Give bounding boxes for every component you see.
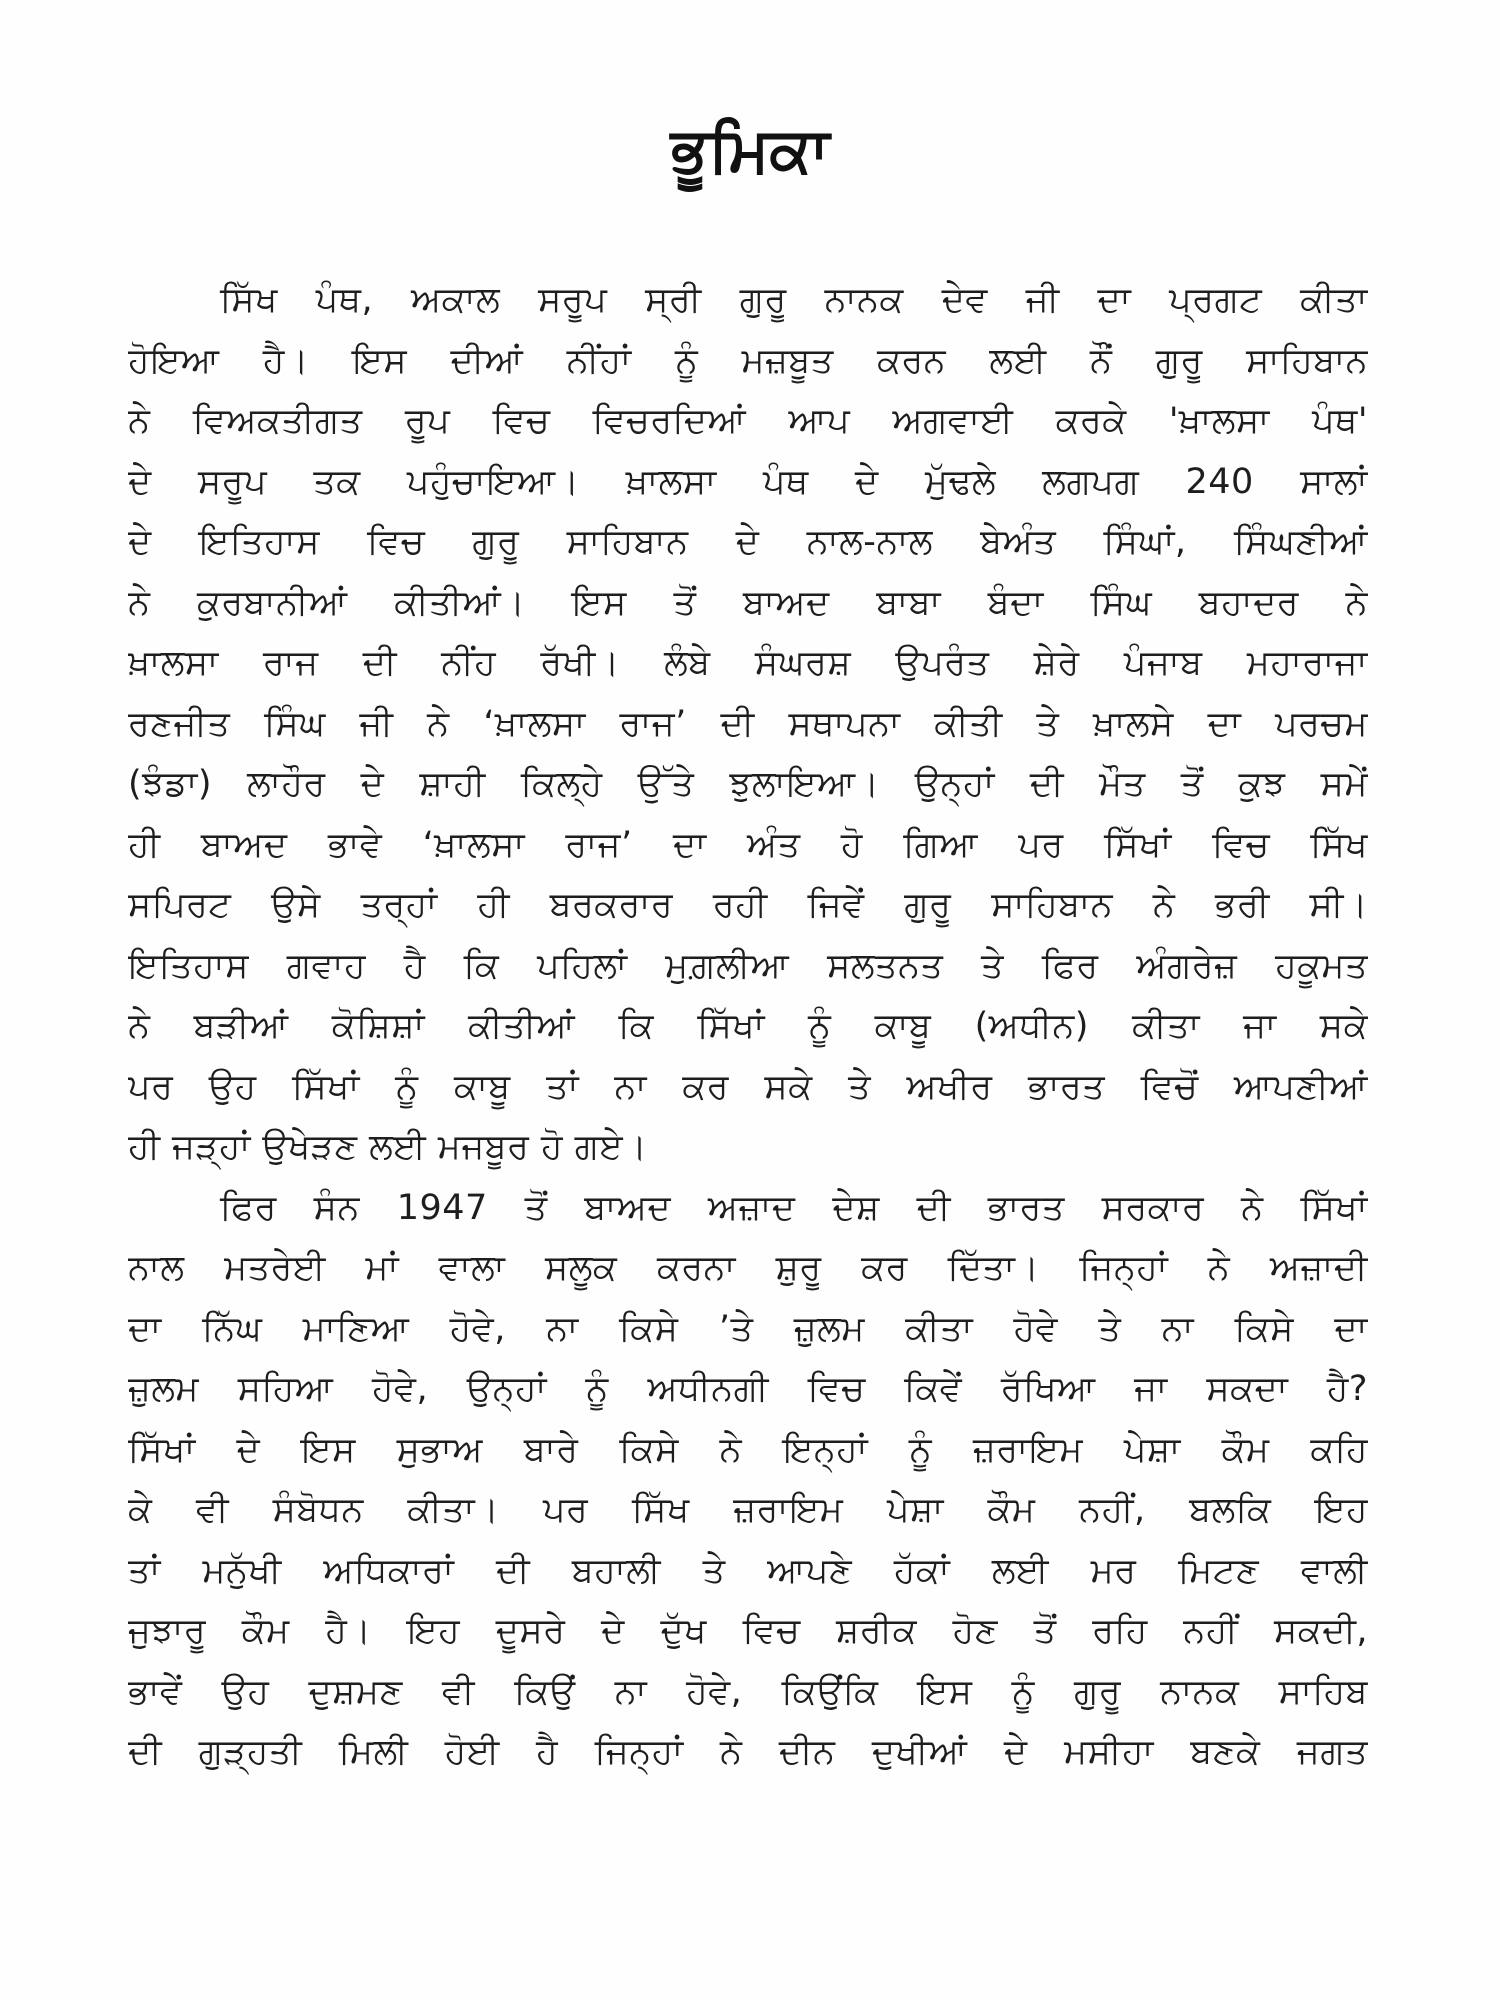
text-line: ਦੇ ਇਤਿਹਾਸ ਵਿਚ ਗੁਰੂ ਸਾਹਿਬਾਨ ਦੇ ਨਾਲ-ਨਾਲ ਬੇਅੰਤ ਸਿੰਘਾਂ, ਸਿੰਘਣੀਆਂ bbox=[128, 522, 1368, 562]
text-line: ਸਿੱਖ ਪੰਥ, ਅਕਾਲ ਸਰੂਪ ਸ੍ਰੀ ਗੁਰੂ ਨਾਨਕ ਦੇਵ ਜੀ ਦਾ ਪ੍ਰਗਟ ਕੀਤਾ bbox=[220, 280, 1368, 320]
text-line: ਦਾ ਨਿੱਘ ਮਾਣਿਆ ਹੋਵੇ, ਨਾ ਕਿਸੇ ’ਤੇ ਜ਼ੁਲਮ ਕੀਤਾ ਹੋਵੇ ਤੇ ਨਾ ਕਿਸੇ ਦਾ bbox=[128, 1308, 1368, 1349]
page-title: ਭੂਮਿਕਾ bbox=[670, 113, 830, 186]
text-line: ਤਾਂ ਮਨੁੱਖੀ ਅਧਿਕਾਰਾਂ ਦੀ ਬਹਾਲੀ ਤੇ ਆਪਣੇ ਹੱਕਾਂ ਲਈ ਮਰ ਮਿਟਣ ਵਾਲੀ bbox=[128, 1550, 1368, 1591]
text-line: ਇਤਿਹਾਸ ਗਵਾਹ ਹੈ ਕਿ ਪਹਿਲਾਂ ਮੁਗ਼ਲੀਆ ਸਲਤਨਤ ਤੇ ਫਿਰ ਅੰਗਰੇਜ਼ ਹਕੂਮਤ bbox=[128, 945, 1368, 986]
text-line: ਨੇ ਕੁਰਬਾਨੀਆਂ ਕੀਤੀਆਂ। ਇਸ ਤੋਂ ਬਾਅਦ ਬਾਬਾ ਬੰਦਾ ਸਿੰਘ ਬਹਾਦਰ ਨੇ bbox=[128, 582, 1368, 623]
text-line: ਹੋਇਆ ਹੈ। ਇਸ ਦੀਆਂ ਨੀਂਹਾਂ ਨੂੰ ਮਜ਼ਬੂਤ ਕਰਨ ਲਈ ਨੌਂ ਗੁਰੂ ਸਾਹਿਬਾਨ bbox=[128, 340, 1368, 381]
text-line: ਨੇ ਵਿਅਕਤੀਗਤ ਰੂਪ ਵਿਚ ਵਿਚਰਦਿਆਂ ਆਪ ਅਗਵਾਈ ਕਰਕੇ 'ਖ਼ਾਲਸਾ ਪੰਥ' bbox=[128, 401, 1368, 441]
text-line: ਨੇ ਬੜੀਆਂ ਕੋਸ਼ਿਸ਼ਾਂ ਕੀਤੀਆਂ ਕਿ ਸਿੱਖਾਂ ਨੂੰ ਕਾਬੂ (ਅਧੀਨ) ਕੀਤਾ ਜਾ ਸਕੇ bbox=[128, 1006, 1368, 1046]
text-line: ਜ਼ੁਲਮ ਸਹਿਆ ਹੋਵੇ, ਉਨ੍ਹਾਂ ਨੂੰ ਅਧੀਨਗੀ ਵਿਚ ਕਿਵੇਂ ਰੱਖਿਆ ਜਾ ਸਕਦਾ ਹੈ? bbox=[128, 1369, 1368, 1409]
text-line: ਪਰ ਉਹ ਸਿੱਖਾਂ ਨੂੰ ਕਾਬੂ ਤਾਂ ਨਾ ਕਰ ਸਕੇ ਤੇ ਅਖੀਰ ਭਾਰਤ ਵਿਚੋਂ ਆਪਣੀਆਂ bbox=[128, 1066, 1368, 1107]
text-line: ਦੀ ਗੁੜ੍ਹਤੀ ਮਿਲੀ ਹੋਈ ਹੈ ਜਿਨ੍ਹਾਂ ਨੇ ਦੀਨ ਦੁਖੀਆਂ ਦੇ ਮਸੀਹਾ ਬਣਕੇ ਜਗਤ bbox=[128, 1732, 1368, 1772]
text-line: ਜੁਝਾਰੂ ਕੌਮ ਹੈ। ਇਹ ਦੂਸਰੇ ਦੇ ਦੁੱਖ ਵਿਚ ਸ਼ਰੀਕ ਹੋਣ ਤੋਂ ਰਹਿ ਨਹੀਂ ਸਕਦੀ, bbox=[128, 1611, 1368, 1651]
text-line: ਰਣਜੀਤ ਸਿੰਘ ਜੀ ਨੇ ‘ਖ਼ਾਲਸਾ ਰਾਜ’ ਦੀ ਸਥਾਪਨਾ ਕੀਤੀ ਤੇ ਖ਼ਾਲਸੇ ਦਾ ਪਰਚਮ bbox=[128, 703, 1368, 744]
text-line: ਸਪਿਰਟ ਉਸੇ ਤਰ੍ਹਾਂ ਹੀ ਬਰਕਰਾਰ ਰਹੀ ਜਿਵੇਂ ਗੁਰੂ ਸਾਹਿਬਾਨ ਨੇ ਭਰੀ ਸੀ। bbox=[128, 885, 1368, 925]
text-line: ਦੇ ਸਰੂਪ ਤਕ ਪਹੁੰਚਾਇਆ। ਖ਼ਾਲਸਾ ਪੰਥ ਦੇ ਮੁੱਢਲੇ ਲਗਪਗ 240 ਸਾਲਾਂ bbox=[128, 461, 1368, 502]
text-line: (ਝੰਡਾ) ਲਾਹੌਰ ਦੇ ਸ਼ਾਹੀ ਕਿਲ੍ਹੇ ਉੱਤੇ ਝੁਲਾਇਆ। ਉਨ੍ਹਾਂ ਦੀ ਮੌਤ ਤੋਂ ਕੁਝ ਸਮੇਂ bbox=[128, 764, 1368, 804]
text-line: ਨਾਲ ਮਤਰੇਈ ਮਾਂ ਵਾਲਾ ਸਲੂਕ ਕਰਨਾ ਸ਼ੁਰੂ ਕਰ ਦਿੱਤਾ। ਜਿਨ੍ਹਾਂ ਨੇ ਅਜ਼ਾਦੀ bbox=[128, 1248, 1368, 1288]
text-line: ਹੀ ਬਾਅਦ ਭਾਵੇ ‘ਖ਼ਾਲਸਾ ਰਾਜ’ ਦਾ ਅੰਤ ਹੋ ਗਿਆ ਪਰ ਸਿੱਖਾਂ ਵਿਚ ਸਿੱਖ bbox=[128, 824, 1368, 865]
text-line: ਹੀ ਜੜ੍ਹਾਂ ਉਖੇੜਣ ਲਈ ਮਜਬੂਰ ਹੋ ਗਏ। bbox=[128, 1127, 648, 1167]
text-line: ਫਿਰ ਸੰਨ 1947 ਤੋਂ ਬਾਅਦ ਅਜ਼ਾਦ ਦੇਸ਼ ਦੀ ਭਾਰਤ ਸਰਕਾਰ ਨੇ ਸਿੱਖਾਂ bbox=[220, 1187, 1368, 1228]
text-line: ਸਿੱਖਾਂ ਦੇ ਇਸ ਸੁਭਾਅ ਬਾਰੇ ਕਿਸੇ ਨੇ ਇਨ੍ਹਾਂ ਨੂੰ ਜ਼ਰਾਇਮ ਪੇਸ਼ਾ ਕੌਮ ਕਹਿ bbox=[128, 1429, 1368, 1470]
body-text bbox=[128, 270, 1368, 1783]
text-line: ਖ਼ਾਲਸਾ ਰਾਜ ਦੀ ਨੀਂਹ ਰੱਖੀ। ਲੰਬੇ ਸੰਘਰਸ਼ ਉਪਰੰਤ ਸ਼ੇਰੇ ਪੰਜਾਬ ਮਹਾਰਾਜਾ bbox=[128, 643, 1368, 683]
text-line: ਕੇ ਵੀ ਸੰਬੋਧਨ ਕੀਤਾ। ਪਰ ਸਿੱਖ ਜ਼ਰਾਇਮ ਪੇਸ਼ਾ ਕੌਮ ਨਹੀਂ, ਬਲਕਿ ਇਹ bbox=[128, 1490, 1368, 1530]
text-line: ਭਾਵੇਂ ਉਹ ਦੁਸ਼ਮਣ ਵੀ ਕਿਉਂ ਨਾ ਹੋਵੇ, ਕਿਉਂਕਿ ਇਸ ਨੂੰ ਗੁਰੂ ਨਾਨਕ ਸਾਹਿਬ bbox=[128, 1671, 1368, 1712]
